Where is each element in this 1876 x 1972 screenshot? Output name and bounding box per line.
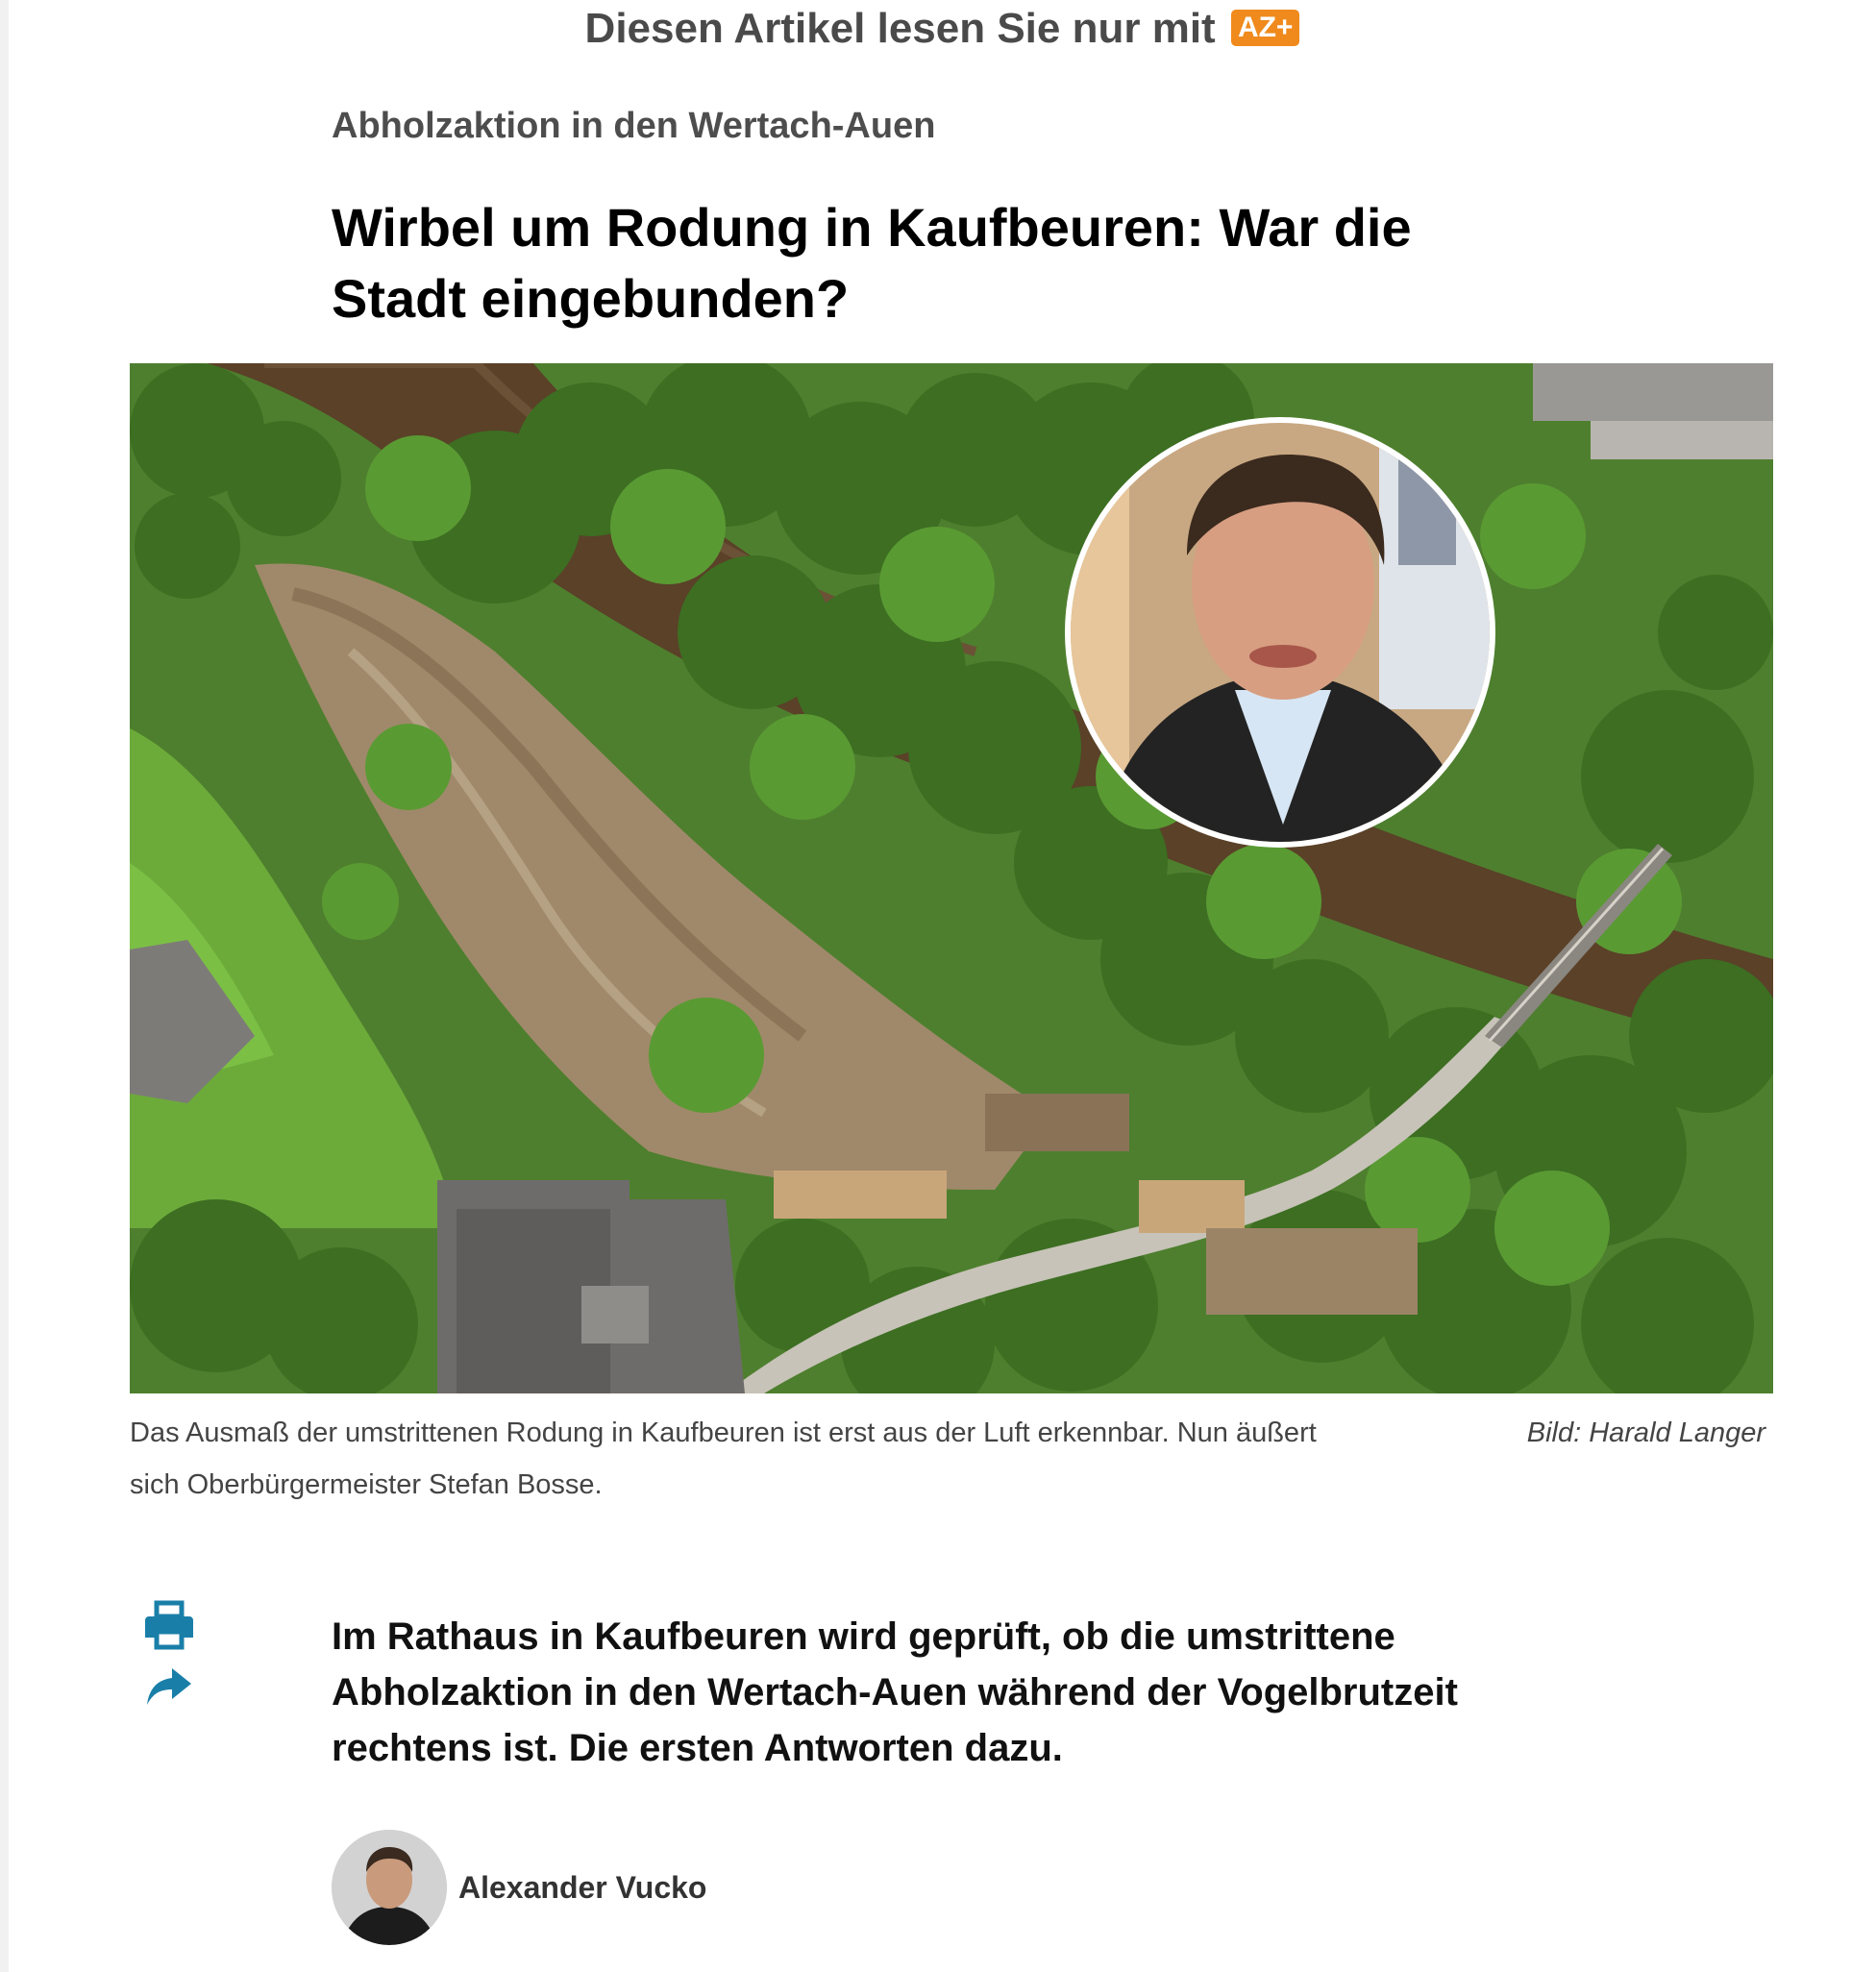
print-icon[interactable] — [143, 1599, 195, 1651]
article-headline: Wirbel um Rodung in Kaufbeuren: War die Stadt eingebunden? — [332, 197, 1412, 329]
author-avatar[interactable] — [332, 1830, 447, 1945]
article-kicker: Abholzaktion in den Wertach-Auen — [332, 106, 936, 146]
article-lead: Im Rathaus in Kaufbeuren wird geprüft, ob die umstrittene Abholzaktion in den Wertach-Auen während der Vogelbrutzeit rechtens ist. Die ersten Antworten dazu. — [332, 1615, 1458, 1769]
az-plus-badge[interactable]: AZ+ — [1231, 10, 1300, 46]
share-icon[interactable] — [143, 1661, 195, 1713]
author-name[interactable]: Alexander Vucko — [458, 1869, 707, 1905]
image-credit: Bild: Harald Langer — [1526, 1417, 1765, 1448]
image-caption: Das Ausmaß der umstrittenen Rodung in Kaufbeuren ist erst aus der Luft erkennbar. Nun äußert sich Oberbürgermeister Stefan Bosse. — [130, 1417, 1317, 1500]
article-tools — [143, 1599, 201, 1722]
paywall-banner[interactable] — [9, 2, 1876, 56]
paywall-text: Diesen Artikel lesen Sie nur mit — [584, 5, 1216, 52]
author-byline[interactable] — [332, 1830, 706, 1945]
aerial-photo — [130, 363, 1773, 1393]
hero-image[interactable] — [130, 363, 1773, 1393]
